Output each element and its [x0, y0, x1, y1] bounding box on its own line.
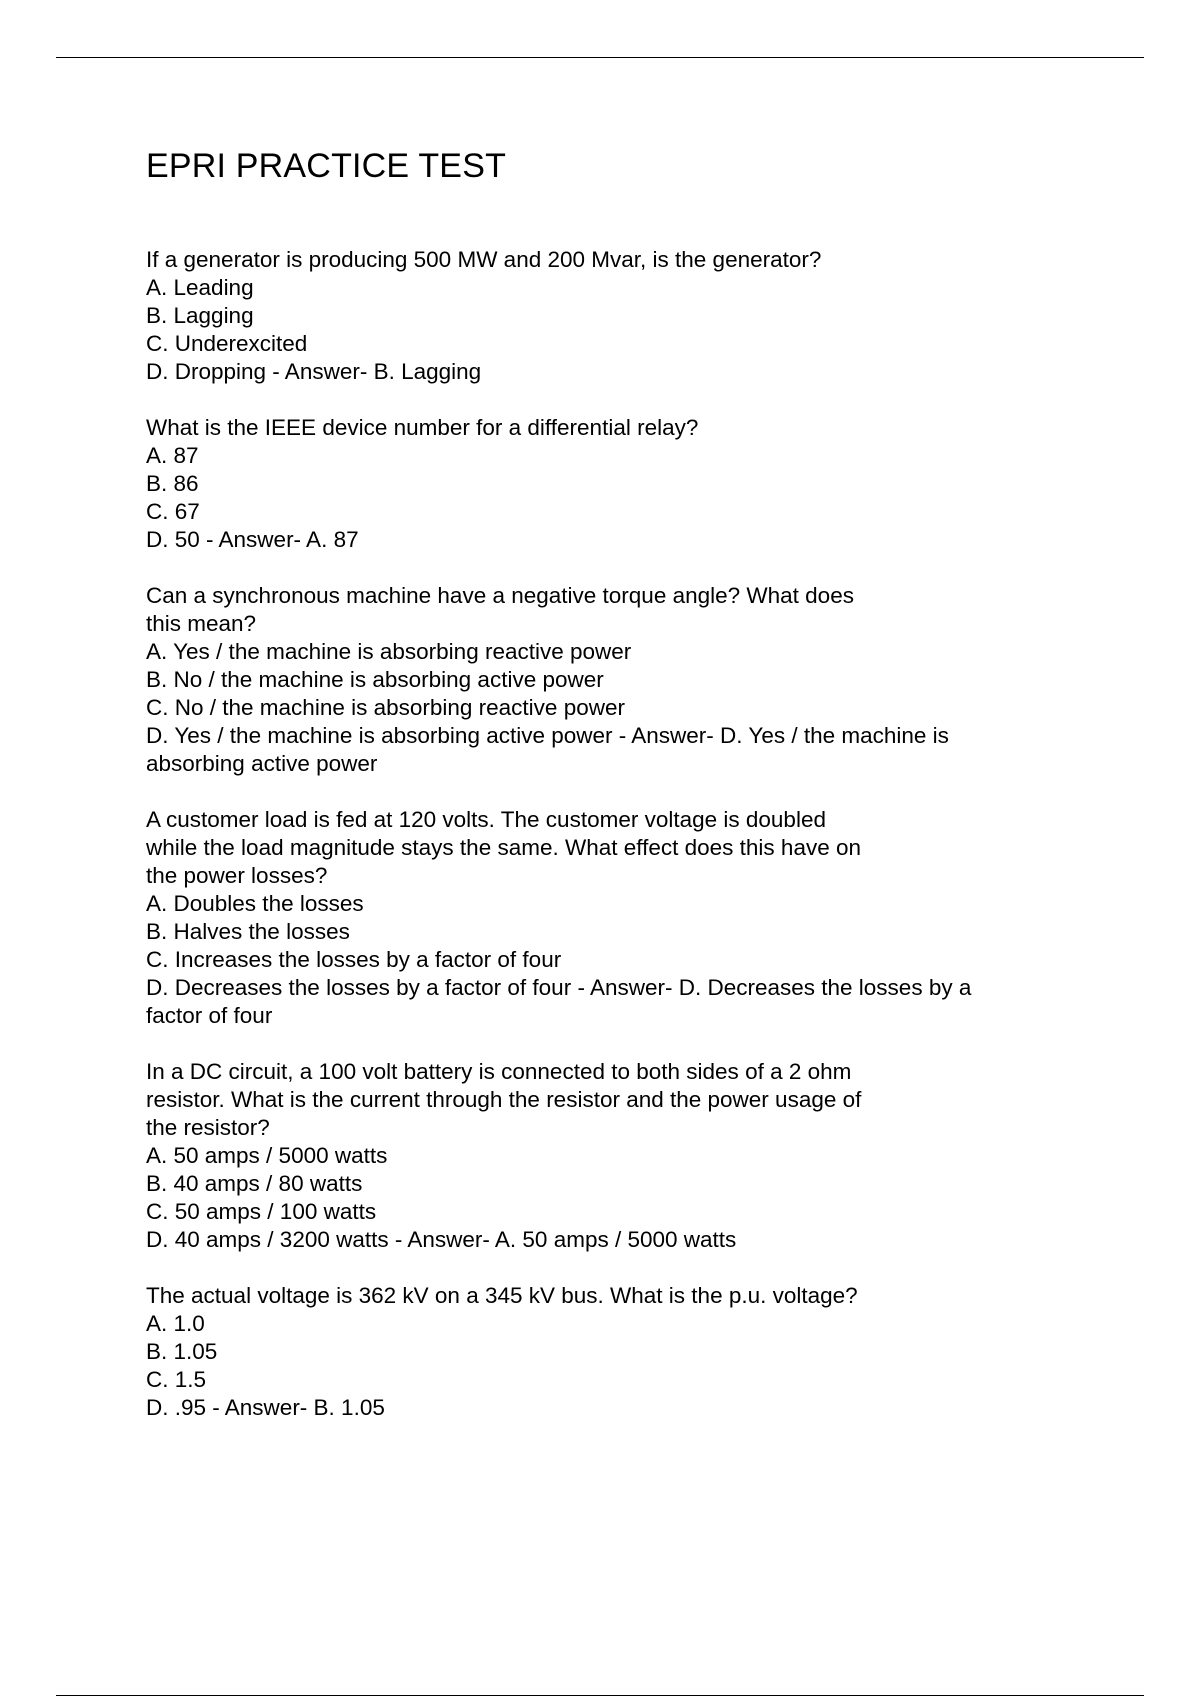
answer-option: A. Leading [146, 275, 254, 300]
question-block [146, 806, 1046, 1030]
question-block [146, 246, 1046, 386]
answer-option: B. 40 amps / 80 watts [146, 1171, 363, 1196]
question-text: the power losses? [146, 863, 328, 888]
question-text: The actual voltage is 362 kV on a 345 kV bus. What is the p.u. voltage? [146, 1283, 858, 1308]
question-text: the resistor? [146, 1115, 270, 1140]
question-text: In a DC circuit, a 100 volt battery is connected to both sides of a 2 ohm [146, 1059, 852, 1084]
question-text: What is the IEEE device number for a differential relay? [146, 415, 699, 440]
question-text: resistor. What is the current through the resistor and the power usage of [146, 1087, 862, 1112]
answer-option: B. 86 [146, 471, 199, 496]
document-body [146, 142, 1046, 1450]
question-text: If a generator is producing 500 MW and 200 Mvar, is the generator? [146, 247, 822, 272]
answer-option: D. Yes / the machine is absorbing active power - Answer- D. Yes / the machine is [146, 723, 949, 748]
answer-option: C. 50 amps / 100 watts [146, 1199, 377, 1224]
answer-option: D. Dropping - Answer- B. Lagging [146, 359, 482, 384]
answer-option: A. Doubles the losses [146, 891, 364, 916]
question-text: while the load magnitude stays the same. What effect does this have on [146, 835, 862, 860]
bottom-rule [56, 1695, 1144, 1696]
answer-option-continuation: absorbing active power [146, 751, 378, 776]
question-text: Can a synchronous machine have a negative torque angle? What does [146, 583, 854, 608]
answer-option: D. Decreases the losses by a factor of four - Answer- D. Decreases the losses by a [146, 975, 972, 1000]
answer-option: A. 1.0 [146, 1311, 205, 1336]
question-text: this mean? [146, 611, 257, 636]
question-block [146, 1282, 1046, 1422]
answer-option: C. No / the machine is absorbing reactive power [146, 695, 625, 720]
answer-option: A. 87 [146, 443, 199, 468]
answer-option: C. Underexcited [146, 331, 308, 356]
question-block [146, 414, 1046, 554]
answer-option: A. Yes / the machine is absorbing reactive power [146, 639, 632, 664]
top-rule [56, 57, 1144, 58]
answer-option: D. 40 amps / 3200 watts - Answer- A. 50 amps / 5000 watts [146, 1227, 737, 1252]
answer-option: C. Increases the losses by a factor of four [146, 947, 562, 972]
question-block [146, 582, 1046, 778]
answer-option: B. Halves the losses [146, 919, 350, 944]
question-text: A customer load is fed at 120 volts. The customer voltage is doubled [146, 807, 826, 832]
answer-option-continuation: factor of four [146, 1003, 273, 1028]
answer-option: D. .95 - Answer- B. 1.05 [146, 1395, 385, 1420]
answer-option: D. 50 - Answer- A. 87 [146, 527, 359, 552]
answer-option: B. 1.05 [146, 1339, 218, 1364]
answer-option: B. Lagging [146, 303, 254, 328]
document-title: EPRI PRACTICE TEST [146, 147, 507, 185]
answer-option: A. 50 amps / 5000 watts [146, 1143, 388, 1168]
answer-option: C. 1.5 [146, 1367, 207, 1392]
question-block [146, 1058, 1046, 1254]
answer-option: B. No / the machine is absorbing active power [146, 667, 604, 692]
answer-option: C. 67 [146, 499, 200, 524]
